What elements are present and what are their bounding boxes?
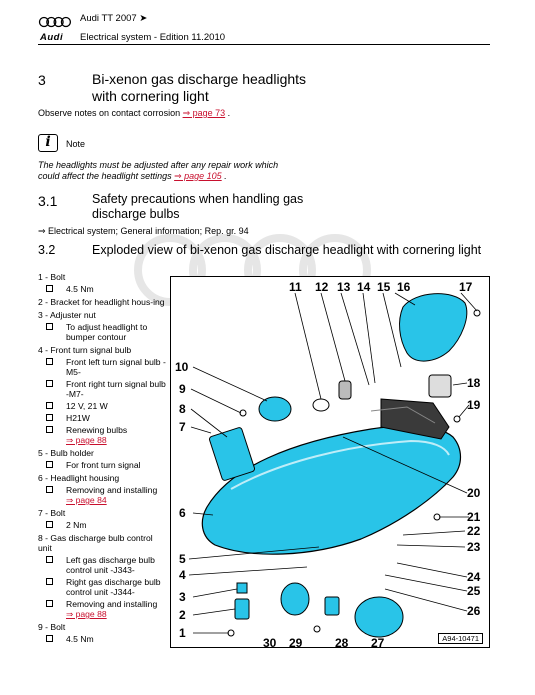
checkbox-icon	[46, 358, 53, 365]
nut-3	[237, 583, 247, 593]
bulb-11	[313, 399, 329, 411]
bracket-28	[325, 597, 339, 615]
sub-item	[38, 577, 168, 597]
callout-22: 22	[467, 524, 481, 538]
callout-10: 10	[175, 360, 189, 374]
callout-20: 20	[467, 486, 481, 500]
callout-29: 29	[289, 636, 303, 649]
part-label: 5 - Bulb holder	[38, 448, 94, 458]
checkbox-icon	[46, 402, 53, 409]
sub-text: Renewing bulbs	[66, 425, 128, 435]
callout-8: 8	[179, 402, 186, 416]
observe-note	[38, 108, 230, 119]
sub-text: Removing and installing	[66, 485, 158, 495]
checkbox-icon	[46, 521, 53, 528]
callout-18: 18	[467, 376, 481, 390]
note-label: Note	[66, 139, 86, 149]
checkbox-icon	[46, 486, 53, 493]
section-3-title	[92, 71, 306, 105]
checkbox-icon	[46, 380, 53, 387]
sub-text: 4.5 Nm	[66, 284, 94, 294]
sub-item	[38, 634, 168, 644]
sub-item	[38, 599, 168, 619]
list-item	[38, 508, 168, 530]
sub-text: Front right turn signal bulb -M7-	[66, 379, 166, 399]
control-unit	[209, 427, 256, 481]
list-item	[38, 533, 168, 619]
list-item	[38, 448, 168, 470]
sub-item	[38, 357, 168, 377]
list-item	[38, 345, 168, 445]
page-header	[0, 0, 535, 44]
page-88-link[interactable]: ⇒ page 88	[66, 435, 107, 445]
sub-item	[38, 401, 168, 411]
callout-28: 28	[335, 636, 349, 649]
list-item	[38, 473, 168, 505]
checkbox-icon	[46, 556, 53, 563]
callout-5: 5	[179, 552, 186, 566]
sub-item	[38, 485, 168, 505]
sub-text: For front turn signal	[66, 460, 141, 470]
checkbox-icon	[46, 578, 53, 585]
sub-text: 12 V, 21 W	[66, 401, 108, 411]
parts-list	[38, 272, 168, 647]
note-text-line1: The headlights must be adjusted after any repair work which	[38, 160, 279, 170]
part-label: 6 - Headlight housing	[38, 473, 120, 483]
sub-text: 2 Nm	[66, 520, 87, 530]
list-item	[38, 310, 168, 342]
callout-3: 3	[179, 590, 186, 604]
callout-2: 2	[179, 608, 186, 622]
checkbox-icon	[46, 414, 53, 421]
callout-25: 25	[467, 584, 481, 598]
part-label: 1 - Bolt	[38, 272, 66, 282]
brand-label: Audi	[40, 32, 64, 43]
sub-text: Removing and installing	[66, 599, 158, 609]
page-84-link[interactable]: ⇒ page 84	[66, 495, 107, 505]
bracket-2	[235, 599, 249, 619]
callout-7: 7	[179, 420, 186, 434]
checkbox-icon	[46, 285, 53, 292]
observe-text: Observe notes on contact corrosion	[38, 108, 183, 118]
info-icon: i	[38, 134, 58, 152]
sub-item	[38, 379, 168, 399]
manual-title: Audi TT 2007 ➤	[80, 13, 148, 24]
list-item	[38, 297, 168, 307]
sub-text: To adjust headlight to bumper contour	[66, 322, 148, 342]
note-text	[38, 160, 278, 182]
section-3-2-title: Exploded view of bi-xenon gas discharge headlight with cornering light	[92, 243, 482, 257]
callout-19: 19	[467, 398, 481, 412]
callout-15: 15	[377, 280, 391, 294]
sub-text: Front left turn signal bulb -M5-	[66, 357, 166, 377]
sub-text: Left gas discharge bulb control unit -J343-	[66, 555, 155, 575]
list-item	[38, 272, 168, 294]
page-88-link[interactable]: ⇒ page 88	[66, 609, 107, 619]
note-end: .	[221, 171, 227, 181]
callout-4: 4	[179, 568, 186, 582]
callout-26: 26	[467, 604, 481, 618]
callout-24: 24	[467, 570, 481, 584]
sub-item	[38, 425, 168, 445]
checkbox-icon	[46, 426, 53, 433]
part-label: 9 - Bolt	[38, 622, 66, 632]
section-3-1-number: 3.1	[38, 193, 58, 209]
page-73-link[interactable]: ⇒ page 73	[182, 108, 226, 118]
page-105-link[interactable]: ⇒ page 105	[174, 171, 222, 181]
sub-item	[38, 555, 168, 575]
exploded-view-diagram	[170, 276, 490, 648]
callout-13: 13	[337, 280, 351, 294]
section-3-number: 3	[38, 72, 46, 88]
callout-17: 17	[459, 280, 473, 294]
callout-30: 30	[263, 636, 277, 649]
observe-end: .	[225, 108, 231, 118]
callout-11: 11	[289, 280, 302, 294]
electrical-ref: ⇒ Electrical system; General information; Rep. gr. 94	[38, 226, 249, 236]
cap-10	[259, 397, 291, 421]
list-item	[38, 622, 168, 644]
callout-14: 14	[357, 280, 371, 294]
section-3-title-line2: with cornering light	[92, 88, 209, 104]
sub-text: H21W	[66, 413, 90, 423]
cap-18	[429, 375, 451, 397]
headlight-drawing	[171, 277, 491, 649]
sub-item	[38, 284, 168, 294]
section-3-1-title-line1: Safety precautions when handling gas	[92, 192, 304, 206]
diagram-code: A94-10471	[438, 633, 483, 644]
callout-9: 9	[179, 382, 186, 396]
part-label: 7 - Bolt	[38, 508, 66, 518]
part-label: 2 - Bracket for headlight hous-ing	[38, 297, 165, 307]
checkbox-icon	[46, 600, 53, 607]
part-label: 8 - Gas discharge bulb control unit	[38, 533, 153, 553]
cover-30	[281, 583, 309, 615]
audi-rings-icon	[38, 16, 72, 28]
manual-subtitle: Electrical system - Edition 11.2010	[80, 32, 226, 43]
section-3-title-line1: Bi-xenon gas discharge headlights	[92, 71, 307, 87]
sub-text: Right gas discharge bulb control unit -J344-	[66, 577, 161, 597]
checkbox-icon	[46, 461, 53, 468]
callout-16: 16	[397, 280, 411, 294]
section-3-1-title-line2: discharge bulbs	[92, 207, 180, 221]
sub-text: 4.5 Nm	[66, 634, 94, 644]
checkbox-icon	[46, 323, 53, 330]
sub-item	[38, 413, 168, 423]
callout-1: 1	[179, 626, 186, 640]
callout-23: 23	[467, 540, 481, 554]
callout-21: 21	[467, 510, 481, 524]
bulb-12	[339, 381, 351, 399]
callout-27: 27	[371, 636, 385, 649]
cover-27	[355, 597, 403, 637]
header-divider	[38, 44, 490, 45]
callout-6: 6	[179, 506, 186, 520]
cornering-light-module	[400, 294, 467, 361]
sub-item	[38, 322, 168, 342]
sub-item	[38, 520, 168, 530]
part-label: 3 - Adjuster nut	[38, 310, 96, 320]
callout-12: 12	[315, 280, 329, 294]
part-label: 4 - Front turn signal bulb	[38, 345, 132, 355]
checkbox-icon	[46, 635, 53, 642]
section-3-1-title	[92, 192, 303, 222]
sub-item	[38, 460, 168, 470]
note-text-line2: could affect the headlight settings	[38, 171, 175, 181]
section-3-2-number: 3.2	[38, 243, 56, 257]
